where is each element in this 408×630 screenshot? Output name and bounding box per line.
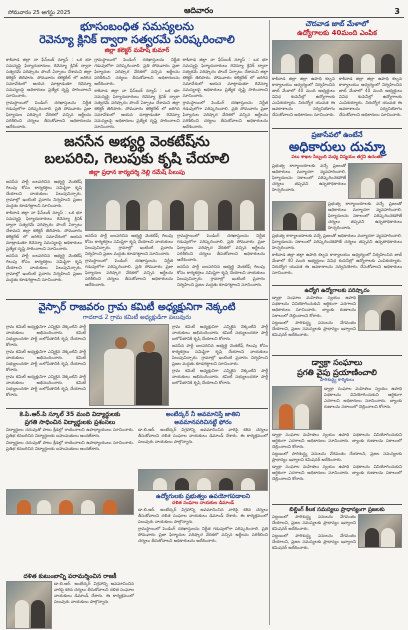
article-body — [54, 581, 134, 629]
article-body — [6, 57, 268, 129]
article-body — [328, 201, 402, 231]
headline: దళిత కుటుంబాన్ని పరామర్శించిన రాజకీ — [23, 573, 117, 580]
paragraph: కాకినాడ జిల్లా నా ఫేస్‌బుక్ న్యూస్ : ఒక భూ సమస్యపై ఫిర్యాదుదారులు రెవెన్యూ క్లినిక్ ద్వారా సత్వరమే పరిష్కారం పొందే ఏర్పాటు చేశామని జిల్లా కలెక్టర్ తెలిపారు. సోమవారం కలెక్టరేట్ లో జరిగిన సమావేశంలో ఆయన మాట్లాడుతూ రెవెన్యూ సమస్యలపై అధికారులు ప్రత్యేక దృష్టి సారించాలని సూచించారు. — [182, 57, 268, 98]
paragraph: పట్టణంలో పారిశుద్ధ్య పనులను వేగవంతం చేయాలని, ప్రజల సమస్యలకు ప్రాధాన్యం ఇవ్వాలని కమిషనర్ ఆదేశించారు. — [272, 514, 356, 531]
news-photo-group — [85, 179, 265, 231]
paragraph: డ్వాక్రా సంఘాల మహిళలు స్వయం ఉపాధి పథకాలను వినియోగించుకుని ఆర్థికంగా ఎదగాలని అధికారులు సూచించారు. బ్యాంకు రుణాలను సకాలంలో చెల్లించాలని కోరారు. — [272, 295, 356, 318]
news-photo — [358, 514, 402, 548]
article-body — [272, 163, 346, 199]
article-body — [272, 432, 402, 502]
paragraph: డా.బి.ఆర్. అంబేద్కర్ విగ్రహాన్ని అవమానించిన వారిపై కఠిన చర్యలు తీసుకోవాలని దళిత సంఘాల నాయకులు డిమాండ్ చేశారు. ఈ కార్యక్రమంలో పలువురు నాయకులు పాల్గొన్నారు. — [54, 581, 134, 604]
news-photo — [6, 489, 134, 515]
headline: అంబేద్కర్ నీ అవమానిస్తే జాతిని — [165, 411, 241, 418]
masthead-bar — [4, 4, 404, 18]
paragraph: డా.బి.ఆర్. అంబేద్కర్ విగ్రహాన్ని అవమానించిన వారిపై కఠిన చర్యలు తీసుకోవాలని దళిత సంఘాల నాయకులు డిమాండ్ చేశారు. ఈ కార్యక్రమంలో పలువురు నాయకులు పాల్గొన్నారు. — [138, 507, 268, 524]
divider — [272, 285, 402, 286]
paragraph: ప్రభుత్వ కార్యాలయాలకు వచ్చే ప్రజలతో అధికారులు మర్యాదగా వ్యవహరించాలి. ఫిర్యాదులను సకాలంలో పరిష్కరించకపోతే చర్యలు తప్పవని ఉన్నతాధికారులు హెచ్చరించారు. — [272, 233, 402, 250]
paragraph: పట్టణంలో పారిశుద్ధ్య పనులను వేగవంతం చేయాలని, ప్రజల సమస్యలకు ప్రాధాన్యం ఇవ్వాలని కమిషనర్ ఆదేశించారు. — [272, 533, 356, 550]
story-ysrcp-committee — [6, 302, 268, 406]
story-body-row — [272, 163, 402, 199]
paragraph: గ్రామ కమిటీ అధ్యక్షునిగా ఎన్నికైన నెక్కంటిని పార్టీ నాయకులు అభినందించారు. కమిటీ సభ్యులందరూ పార్టీ బలోపేతానికి కృషి చేయాలని కోరారు. — [6, 349, 86, 372]
article-body — [272, 233, 402, 283]
paragraph: డ్వాక్రా సంఘాల మహిళలు స్వయం ఉపాధి పథకాలను వినియోగించుకుని ఆర్థికంగా ఎదగాలని అధికారులు సూచించారు. బ్యాంకు రుణాలను సకాలంలో చెల్లించాలని కోరారు. — [272, 464, 402, 481]
subheadline: జిల్లా ప్రధాన కార్యదర్శి నెల్లి రమేష్ పిలుపు — [89, 169, 185, 176]
divider — [6, 408, 268, 409]
paragraph: గ్రామస్థాయిలో పెండింగ్ దరఖాస్తులను నిర్ణీత గడువులోగా పరిష్కరించాలి. ప్రతి సోమవారం ప్రజా ఫిర్యాదుల పరిష్కార వేదికలో వచ్చిన అర్జీలను పరిశీలించి చర్యలు తీసుకోవాలని అధికారులను ఆదేశించారు. — [85, 258, 173, 287]
story-job-mela — [272, 20, 402, 126]
news-photo — [348, 163, 402, 199]
paragraph: గ్రామ కమిటీ అధ్యక్షునిగా ఎన్నికైన నెక్కంటిని పార్టీ నాయకులు అభినందించారు. కమిటీ సభ్యులందరూ పార్టీ బలోపేతానికి కృషి చేయాలని కోరారు. — [6, 324, 86, 347]
article-body — [6, 179, 82, 297]
news-photo — [358, 295, 402, 331]
headline-line2: అవమానపరిచినట్టే ఫోరం — [174, 419, 232, 426]
paragraph: కాకినాడ జిల్లా నా ఫేస్‌బుక్ న్యూస్ : ఒక భూ సమస్యపై ఫిర్యాదుదారులు రెవెన్యూ క్లినిక్ ద్వారా సత్వరమే పరిష్కారం పొందే ఏర్పాటు చేశామని జిల్లా కలెక్టర్ తెలిపారు. సోమవారం కలెక్టరేట్ లో జరిగిన సమావేశంలో ఆయన మాట్లాడుతూ రెవెన్యూ సమస్యలపై అధికారులు ప్రత్యేక దృష్టి సారించాలని సూచించారు. — [6, 210, 82, 251]
paragraph: కాకినాడ జిల్లా జిల్లా ఉపాధి కల్పన కార్యాలయం ఆధ్వర్యంలో నిర్వహించిన జాబ్ మేళాలో 40 మంది అభ్యర్థులు వివిధ కంపెనీల్లో ఉద్యోగాలకు ఎంపికయ్యారు. నిరుద్యోగ యువత ఈ అవకాశాలను సద్వినియోగం చేసుకోవాలని అధికారులు సూచించారు. — [339, 76, 402, 117]
headline: చౌదవాడ జాబ్ మేళాలో — [305, 20, 369, 28]
article-body — [272, 514, 356, 562]
news-photo — [272, 386, 322, 430]
paragraph: కాకినాడ జిల్లా నా ఫేస్‌బుక్ న్యూస్ : ఒక భూ సమస్యపై ఫిర్యాదుదారులు రెవెన్యూ క్లినిక్ ద్వారా సత్వరమే పరిష్కారం పొందే ఏర్పాటు చేశామని జిల్లా కలెక్టర్ తెలిపారు. సోమవారం కలెక్టరేట్ లో జరిగిన సమావేశంలో ఆయన మాట్లాడుతూ రెవెన్యూ సమస్యలపై అధికారులు ప్రత్యేక దృష్టి సారించాలని సూచించారు. — [94, 88, 180, 129]
headline: జనసేన అభ్యర్థి వెంకటేష్‌ను — [64, 134, 210, 150]
article-body — [6, 324, 86, 406]
article-body-continued — [85, 233, 265, 295]
headline-line2: ప్రగతి సాధించిన విద్యార్థులకు ప్రశంసలు — [24, 419, 116, 426]
paragraph: విద్యార్థులు చదువుతో పాటు క్రీడల్లో రాణించాలని ఉపాధ్యాయులు సూచించారు. ప్రతిభ కనబరిచిన విద్యార్థులకు బహుమతులు అందజేశారు. — [6, 427, 134, 438]
story-body-row — [272, 295, 402, 353]
paragraph: విద్యార్థులు చదువుతో పాటు క్రీడల్లో రాణించాలని ఉపాధ్యాయులు సూచించారు. ప్రతిభ కనబరిచిన విద్యార్థులకు బహుమతులు అందజేశారు. — [6, 440, 134, 451]
headline-line3: ఉద్యోగులకు ప్రభుత్వం ఉపయోగపడాలని — [156, 493, 250, 500]
story-building — [272, 507, 402, 562]
news-photo — [138, 469, 268, 491]
article-body — [138, 427, 268, 467]
photo-area — [85, 179, 265, 297]
paragraph: ప్రభుత్వ కార్యాలయాలకు వచ్చే ప్రజలతో అధికారులు మర్యాదగా వ్యవహరించాలి. ఫిర్యాదులను సకాలంలో పరిష్కరించకపోతే చర్యలు తప్పవని ఉన్నతాధికారులు హెచ్చరించారు. — [328, 201, 402, 230]
story-body-row — [272, 386, 402, 430]
article-body — [172, 324, 268, 406]
headline: అధికారులు దుమ్మా — [288, 140, 386, 155]
headline: కె.పి.ఆర్.పి స్కూల్ 35 మంది విద్యార్థులకు — [19, 411, 121, 418]
issue-date: సోమవారం 25 ఆగస్టు 2025 — [8, 10, 71, 16]
headline: వైస్సార్ రాజవరం గ్రామ కమిటీ అధ్యక్షునిగా నెక్కంటి — [38, 302, 236, 313]
headline: బిల్డింగ్ కీలక సమస్యలు ప్రాధాన్యంగా ప్రజలకు — [289, 507, 385, 513]
paragraph: గ్రామస్థాయిలో పెండింగ్ దరఖాస్తులను నిర్ణీత గడువులోగా పరిష్కరించాలి. ప్రతి సోమవారం ప్రజా ఫిర్యాదుల పరిష్కార వేదికలో వచ్చిన అర్జీలను పరిశీలించి చర్యలు తీసుకోవాలని అధికారులను ఆదేశించారు. — [177, 233, 265, 262]
subheadline: పారిశుద్ధ్య కార్మికులు — [319, 378, 355, 383]
story-revenue-clinic — [6, 20, 268, 129]
story-officials — [272, 131, 402, 283]
article-body — [324, 386, 402, 430]
article-body — [6, 427, 134, 487]
subheadline: దళిత సంఘాల నాయకుల డిమాండ్ — [172, 501, 234, 506]
story-body-row — [272, 514, 402, 562]
subheadline: పలు శాఖల సిబ్బంది మధ్య విస్మయం తగ్గని ఉదంతం — [291, 155, 383, 160]
story-body-row — [6, 324, 268, 406]
story-ambedkar — [138, 411, 268, 571]
paragraph: జనసేన పార్టీ బలపరిచిన అభ్యర్థి వెంకటేష్ గెలుపు కోసం కార్యకర్తలు సమిష్టిగా కృషి చేయాలని నాయకులు పిలుపునిచ్చారు. గ్రామాల్లో ఇంటింటి ప్రచారం నిర్వహించి ప్రజల మద్దతు కూడగట్టాలని సూచించారు. — [177, 264, 265, 287]
paragraph: గ్రామస్థాయిలో పెండింగ్ దరఖాస్తులను నిర్ణీత గడువులోగా పరిష్కరించాలి. ప్రతి సోమవారం ప్రజా ఫిర్యాదుల పరిష్కార వేదికలో వచ్చిన అర్జీలను పరిశీలించి చర్యలు తీసుకోవాలని అధికారులను ఆదేశించారు. — [138, 526, 268, 543]
paper-name: ఆదివారం — [184, 6, 214, 15]
story-janasena — [6, 134, 268, 297]
paragraph: పట్టణంలో పారిశుద్ధ్య పనులను వేగవంతం చేయాలని, ప్రజల సమస్యలకు ప్రాధాన్యం ఇవ్వాలని కమిషనర్ ఆదేశించారు. — [272, 451, 402, 462]
paragraph: గ్రామ కమిటీ అధ్యక్షునిగా ఎన్నికైన నెక్కంటిని పార్టీ నాయకులు అభినందించారు. కమిటీ సభ్యులందరూ పార్టీ బలోపేతానికి కృషి చేయాలని కోరారు. — [172, 368, 268, 385]
headline: ఉద్యోగి ఉద్యోగాలకు పరిష్కారం — [304, 288, 370, 294]
paragraph: డా.బి.ఆర్. అంబేద్కర్ విగ్రహాన్ని అవమానించిన వారిపై కఠిన చర్యలు తీసుకోవాలని దళిత సంఘాల నాయకులు డిమాండ్ చేశారు. ఈ కార్యక్రమంలో పలువురు నాయకులు పాల్గొన్నారు. — [138, 427, 268, 444]
portrait-photo — [89, 324, 169, 406]
story-dalit-family — [6, 573, 134, 629]
byline: జిల్లా కలెక్టర్ మహేష్ కుమార్ — [104, 47, 170, 54]
headline-line2: రెవెన్యూ క్లినిక్ ద్వారా సత్వరమే పరిష్కరించాలి — [39, 33, 235, 46]
paragraph: కాకినాడ జిల్లా జిల్లా ఉపాధి కల్పన కార్యాలయం ఆధ్వర్యంలో నిర్వహించిన జాబ్ మేళాలో 40 మంది అభ్యర్థులు వివిధ కంపెనీల్లో ఉద్యోగాలకు ఎంపికయ్యారు. నిరుద్యోగ యువత ఈ అవకాశాలను సద్వినియోగం చేసుకోవాలని అధికారులు సూచించారు. — [272, 252, 402, 275]
story-body-row — [6, 179, 268, 297]
paragraph: పట్టణంలో పారిశుద్ధ్య పనులను వేగవంతం చేయాలని, ప్రజల సమస్యలకు ప్రాధాన్యం ఇవ్వాలని కమిషనర్ ఆదేశించారు. — [272, 320, 356, 337]
news-photo — [6, 581, 52, 629]
divider — [272, 504, 402, 505]
divider — [6, 299, 268, 300]
paragraph: జనసేన పార్టీ బలపరిచిన అభ్యర్థి వెంకటేష్ గెలుపు కోసం కార్యకర్తలు సమిష్టిగా కృషి చేయాలని నాయకులు పిలుపునిచ్చారు. గ్రామాల్లో ఇంటింటి ప్రచారం నిర్వహించి ప్రజల మద్దతు కూడగట్టాలని సూచించారు. — [85, 233, 173, 256]
headline-line2: ప్రగతి వైపు ప్రయాణించాలి — [297, 368, 377, 377]
paragraph: డ్వాక్రా సంఘాల మహిళలు స్వయం ఉపాధి పథకాలను వినియోగించుకుని ఆర్థికంగా ఎదగాలని అధికారులు సూచించారు. బ్యాంకు రుణాలను సకాలంలో చెల్లించాలని కోరారు. — [272, 432, 402, 449]
paragraph: జనసేన పార్టీ బలపరిచిన అభ్యర్థి వెంకటేష్ గెలుపు కోసం కార్యకర్తలు సమిష్టిగా కృషి చేయాలని నాయకులు పిలుపునిచ్చారు. గ్రామాల్లో ఇంటింటి ప్రచారం నిర్వహించి ప్రజల మద్దతు కూడగట్టాలని సూచించారు. — [172, 343, 268, 366]
headline: డ్వాక్రా సంఘాలు — [311, 358, 363, 367]
story-body-row — [272, 201, 402, 231]
divider — [6, 131, 268, 132]
story-dwcra — [272, 358, 402, 502]
divider — [272, 128, 402, 129]
paragraph: కాకినాడ జిల్లా నా ఫేస్‌బుక్ న్యూస్ : ఒక భూ సమస్యపై ఫిర్యాదుదారులు రెవెన్యూ క్లినిక్ ద్వారా సత్వరమే పరిష్కారం పొందే ఏర్పాటు చేశామని జిల్లా కలెక్టర్ తెలిపారు. సోమవారం కలెక్టరేట్ లో జరిగిన సమావేశంలో ఆయన మాట్లాడుతూ రెవెన్యూ సమస్యలపై అధికారులు ప్రత్యేక దృష్టి సారించాలని సూచించారు. — [6, 57, 92, 98]
paragraph: ప్రభుత్వ కార్యాలయాలకు వచ్చే ప్రజలతో అధికారులు మర్యాదగా వ్యవహరించాలి. ఫిర్యాదులను సకాలంలో పరిష్కరించకపోతే చర్యలు తప్పవని ఉన్నతాధికారులు హెచ్చరించారు. — [272, 163, 346, 192]
subheadline: గాదరాడ 2 గ్రామ కమిటీ అధ్యక్షుడిగా పలువురు — [82, 314, 192, 321]
paragraph: గ్రామస్థాయిలో పెండింగ్ దరఖాస్తులను నిర్ణీత గడువులోగా పరిష్కరించాలి. ప్రతి సోమవారం ప్రజా ఫిర్యాదుల పరిష్కార వేదికలో వచ్చిన అర్జీలను పరిశీలించి చర్యలు తీసుకోవాలని అధికారులను ఆదేశించారు. — [182, 100, 268, 129]
paragraph: డ్వాక్రా సంఘాల మహిళలు స్వయం ఉపాధి పథకాలను వినియోగించుకుని ఆర్థికంగా ఎదగాలని అధికారులు సూచించారు. బ్యాంకు రుణాలను సకాలంలో చెల్లించాలని కోరారు. — [324, 386, 402, 409]
article-body — [272, 76, 402, 126]
paragraph: కాకినాడ జిల్లా జిల్లా ఉపాధి కల్పన కార్యాలయం ఆధ్వర్యంలో నిర్వహించిన జాబ్ మేళాలో 40 మంది అభ్యర్థులు వివిధ కంపెనీల్లో ఉద్యోగాలకు ఎంపికయ్యారు. నిరుద్యోగ యువత ఈ అవకాశాలను సద్వినియోగం చేసుకోవాలని అధికారులు సూచించారు. — [272, 76, 335, 117]
article-body — [138, 507, 268, 571]
paragraph: గ్రామస్థాయిలో పెండింగ్ దరఖాస్తులను నిర్ణీత గడువులోగా పరిష్కరించాలి. ప్రతి సోమవారం ప్రజా ఫిర్యాదుల పరిష్కార వేదికలో వచ్చిన అర్జీలను పరిశీలించి చర్యలు తీసుకోవాలని అధికారులను ఆదేశించారు. — [6, 100, 92, 129]
headline-line2: ఉద్యోగాలకు 40మంది ఎంపిక — [297, 29, 377, 37]
story-body-row — [6, 581, 134, 629]
news-photo — [272, 201, 326, 231]
headline-line2: బలపరిచి, గెలుపుకు కృషి చేయాలి — [44, 151, 230, 167]
story-kprp-school — [6, 411, 134, 515]
story-employee — [272, 288, 402, 353]
kicker: ప్రజాసేవలో ఉంటేనే — [311, 131, 363, 139]
right-column — [272, 20, 402, 562]
divider — [272, 355, 402, 356]
paragraph: గ్రామస్థాయిలో పెండింగ్ దరఖాస్తులను నిర్ణీత గడువులోగా పరిష్కరించాలి. ప్రతి సోమవారం ప్రజా ఫిర్యాదుల పరిష్కార వేదికలో వచ్చిన అర్జీలను పరిశీలించి చర్యలు తీసుకోవాలని అధికారులను ఆదేశించారు. — [94, 57, 180, 86]
paragraph: గ్రామ కమిటీ అధ్యక్షునిగా ఎన్నికైన నెక్కంటిని పార్టీ నాయకులు అభినందించారు. కమిటీ సభ్యులందరూ పార్టీ బలోపేతానికి కృషి చేయాలని కోరారు. — [6, 374, 86, 397]
news-photo — [272, 40, 402, 74]
paragraph: గ్రామ కమిటీ అధ్యక్షునిగా ఎన్నికైన నెక్కంటిని పార్టీ నాయకులు అభినందించారు. కమిటీ సభ్యులందరూ పార్టీ బలోపేతానికి కృషి చేయాలని కోరారు. — [172, 324, 268, 341]
paragraph: జనసేన పార్టీ బలపరిచిన అభ్యర్థి వెంకటేష్ గెలుపు కోసం కార్యకర్తలు సమిష్టిగా కృషి చేయాలని నాయకులు పిలుపునిచ్చారు. గ్రామాల్లో ఇంటింటి ప్రచారం నిర్వహించి ప్రజల మద్దతు కూడగట్టాలని సూచించారు. — [6, 179, 82, 208]
paragraph: జనసేన పార్టీ బలపరిచిన అభ్యర్థి వెంకటేష్ గెలుపు కోసం కార్యకర్తలు సమిష్టిగా కృషి చేయాలని నాయకులు పిలుపునిచ్చారు. గ్రామాల్లో ఇంటింటి ప్రచారం నిర్వహించి ప్రజల మద్దతు కూడగట్టాలని సూచించారు. — [6, 253, 82, 282]
column-divider — [269, 20, 270, 625]
left-column — [6, 20, 268, 629]
article-body — [272, 295, 356, 353]
headline: భూసంబంధిత సమస్యలను — [80, 20, 194, 33]
page-number: 3 — [394, 7, 400, 16]
